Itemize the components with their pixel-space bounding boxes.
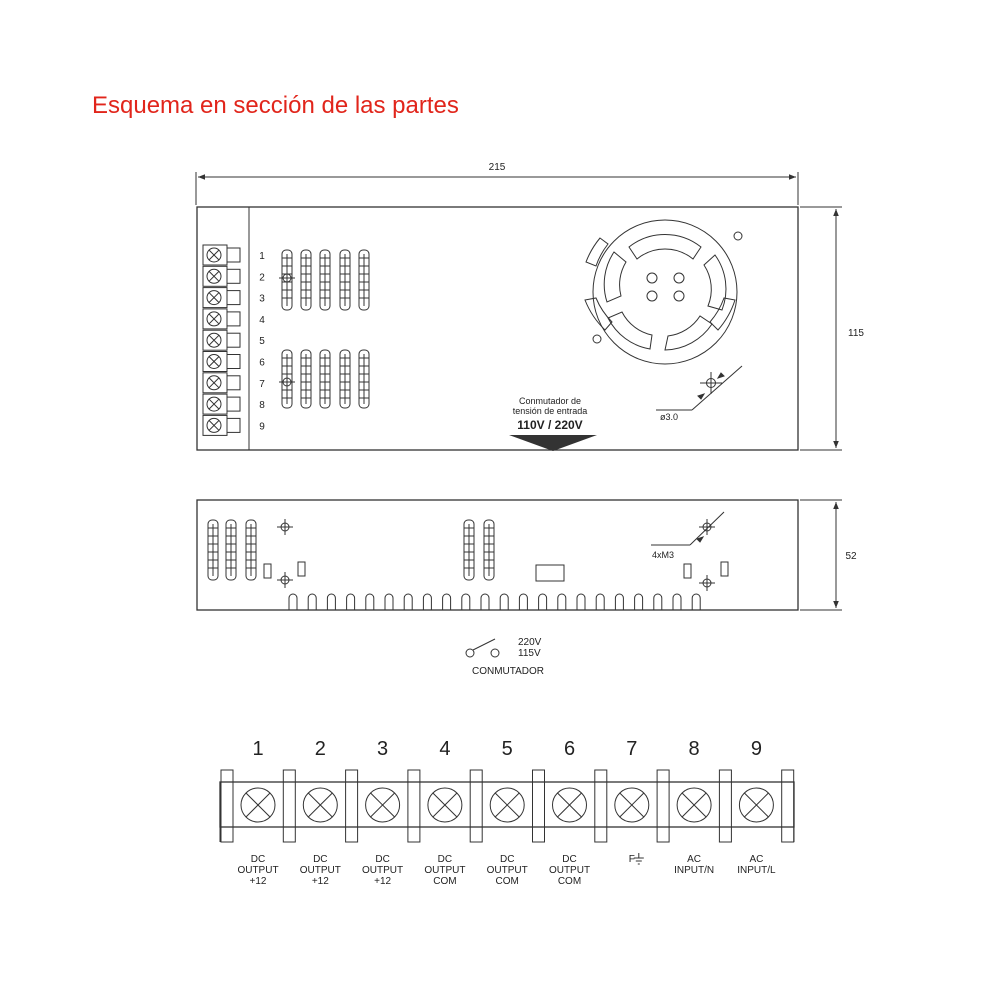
top-terminal-screw — [203, 266, 240, 286]
side-view — [197, 500, 842, 610]
terminal-label: OUTPUT — [548, 865, 591, 876]
top-terminal-number: 4 — [259, 314, 265, 326]
terminal-block-screw — [677, 788, 711, 822]
terminal-label: DC — [562, 854, 577, 865]
ground-icon — [634, 853, 644, 864]
terminal-label: OUTPUT — [362, 865, 404, 876]
terminal-block — [220, 770, 794, 842]
top-terminal-strip — [203, 245, 240, 435]
screw-label: 4xM3 — [652, 550, 675, 560]
terminal-label: COM — [495, 876, 519, 887]
top-terminal-number: 2 — [259, 272, 265, 284]
terminal-number: 4 — [439, 738, 451, 760]
terminal-block-screw — [553, 788, 587, 822]
top-terminal-number: 8 — [259, 400, 265, 412]
hole-callout — [656, 366, 742, 410]
terminal-label: OUTPUT — [424, 865, 466, 876]
terminal-label: DC — [313, 854, 328, 865]
voltage-switch-slot — [536, 565, 564, 581]
top-terminal-screw — [203, 373, 240, 393]
terminal-label: F — [628, 854, 635, 865]
top-terminal-number: 3 — [259, 293, 265, 305]
top-terminal-number: 1 — [259, 251, 265, 262]
terminal-block-screw — [739, 788, 773, 822]
terminal-label: AC — [749, 854, 764, 865]
terminal-label: OUTPUT — [486, 865, 528, 876]
terminal-number: 6 — [563, 738, 576, 760]
terminal-label: DC — [250, 854, 266, 865]
terminal-label: DC — [375, 854, 390, 865]
terminal-label: +12 — [311, 876, 329, 887]
conmutador-label: CONMUTADOR — [471, 666, 545, 677]
top-terminal-screw — [203, 288, 240, 308]
terminal-number: 7 — [626, 738, 638, 760]
top-terminal-screw — [203, 415, 240, 435]
terminal-block-screw — [615, 788, 649, 822]
top-terminal-screw — [203, 394, 240, 414]
terminal-number: 5 — [501, 738, 513, 760]
terminal-number: 8 — [688, 738, 700, 760]
depth-dimension-label: 52 — [845, 551, 857, 562]
terminal-number: 1 — [252, 738, 264, 760]
terminal-label: +12 — [374, 876, 392, 887]
terminal-block-screw — [428, 788, 462, 822]
page-title: Esquema en sección de las partes — [92, 92, 459, 119]
terminal-block-screw — [241, 788, 275, 822]
switch-220v: 220V — [518, 637, 542, 648]
hole-label: ø3.0 — [660, 412, 679, 422]
terminal-label: AC — [687, 854, 702, 865]
terminal-label: COM — [433, 876, 457, 887]
terminal-number: 3 — [377, 738, 389, 760]
switch-symbol-icon — [466, 639, 499, 657]
top-terminal-screw — [203, 309, 240, 329]
terminal-block-screw — [490, 788, 524, 822]
height-dimension-label: 115 — [848, 328, 864, 339]
terminal-number: 2 — [314, 738, 326, 760]
side-housing — [197, 500, 798, 610]
terminal-label: COM — [557, 876, 582, 887]
top-terminal-screw — [203, 352, 240, 372]
terminal-label: INPUT/L — [737, 865, 776, 876]
top-heatsink-fins — [279, 250, 369, 408]
terminal-label: OUTPUT — [299, 865, 341, 876]
switch-label-line1: Conmutador de — [518, 396, 582, 406]
top-terminal-number: 6 — [259, 357, 265, 369]
terminal-block-screw — [366, 788, 400, 822]
terminal-label: OUTPUT — [237, 865, 279, 876]
top-terminal-number: 9 — [259, 421, 265, 433]
terminal-label: +12 — [249, 876, 267, 887]
switch-115v: 115V — [518, 648, 541, 659]
terminal-block-screw — [303, 788, 337, 822]
top-terminal-number: 7 — [259, 378, 265, 390]
top-housing — [197, 207, 798, 450]
side-vent-slots — [289, 594, 700, 610]
top-terminal-screw — [203, 245, 240, 265]
switch-label-line2: tensión de entrada — [512, 406, 588, 416]
fan-grille — [585, 220, 742, 364]
top-terminal-number: 5 — [259, 336, 265, 348]
terminal-number: 9 — [750, 738, 762, 760]
switch-arrow-icon — [509, 435, 597, 451]
terminal-label: INPUT/N — [674, 865, 715, 876]
terminal-label: DC — [437, 854, 453, 865]
terminal-label: DC — [499, 854, 515, 865]
side-heatsink-fins — [208, 520, 494, 580]
width-dimension-label: 215 — [488, 162, 506, 173]
top-terminal-screw — [203, 330, 240, 350]
switch-voltage-label: 110V / 220V — [517, 418, 583, 432]
